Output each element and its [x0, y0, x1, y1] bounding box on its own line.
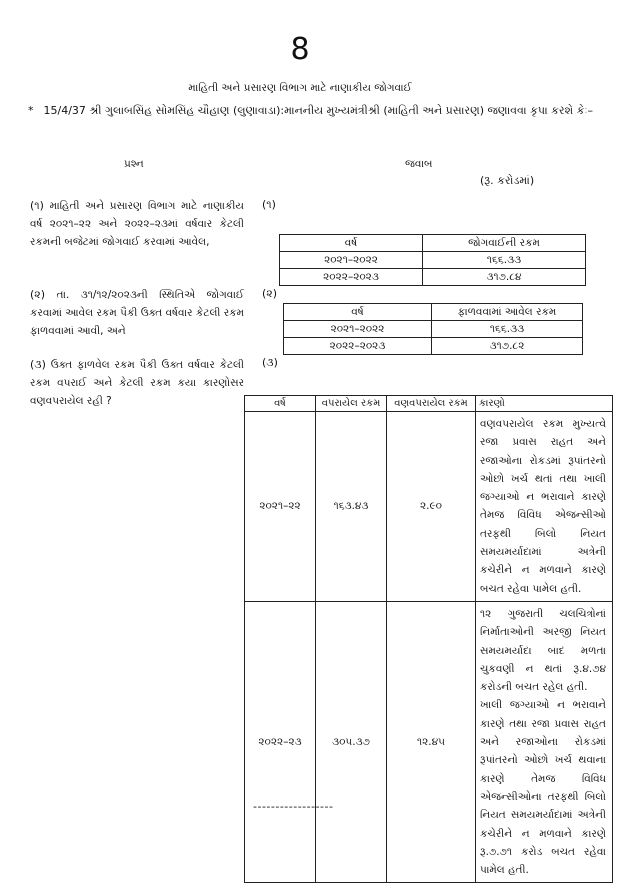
question-3-number: (૩) [30, 358, 46, 371]
table-cell: ૩૦૫.૩૭ [316, 601, 387, 882]
provision-table-header-amount: જોગવાઈની રકમ [423, 235, 586, 252]
question-intro [28, 104, 593, 118]
unit-label: (રૂ. કરોડમાં) [480, 174, 535, 187]
intro-text: 15/4/37 શ્રી ગુલાબસિંહ સોમસિંહ ચૌહાણ (લુણાવાડા):માનનીય મુખ્યમંત્રીશ્રી (માહિતી અને પ્રસારણ) જણાવવા કૃપા કરશે કેઃ– [43, 104, 594, 117]
answer-1-label: (૧) [262, 198, 276, 211]
answer-column-heading: જવાબ [405, 158, 433, 170]
table-cell: ૧૨.૪૫ [387, 601, 476, 882]
table-cell: ૨૦૨૨–૨૦૨૩ [284, 338, 432, 355]
allocation-table-header-year: વર્ષ [284, 304, 432, 321]
question-3 [30, 356, 244, 410]
utilization-header-year: વર્ષ [245, 396, 316, 412]
allocation-table-header-amount: ફાળવવામાં આવેલ રકમ [432, 304, 583, 321]
answer-2-label: (૨) [262, 287, 278, 300]
utilization-header-reasons: કારણો [476, 396, 613, 412]
reason-text: વણવપરાયેલ રકમ મુખ્યત્વે રજા પ્રવાસ રાહત અને રજાઓના રોકડમાં રૂપાંતરનો ઓછો ખર્ચ થતાં તથા ખાલી જગ્યાઓ ન ભરાવાને કારણે તેમજ વિવિધ એજન્સીઓ તરફથી બિલો નિયત સમયમર્યાદામાં અત્રેની કચેરીને ન મળવાને કારણે બચત રહેવા પામેલ હતી. [480, 418, 606, 595]
reason-text: ખાલી જગ્યાઓ ન ભરાવાને કારણે તથા રજા પ્રવાસ રાહત અને રજાઓના રોકડમાં રૂપાંતરનો ઓછો ખર્ચ થવાના કારણે તેમજ વિવિધ એજન્સીઓના તરફથી બિલો નિયત સમયમર્યાદામાં અત્રેની કચેરીને ન મળવાને કારણે રૂ.૭.૭૧ કરોડ બચત રહેવા પામેલ હતી. [480, 699, 606, 877]
question-1-number: (૧) [30, 199, 44, 212]
table-cell: ૨૦૨૧–૨૦૨૨ [280, 252, 423, 269]
table-cell: ૧૬૬.૩૩ [423, 252, 586, 269]
question-column-heading: પ્રશ્ન [124, 158, 144, 170]
question-1-text: માહિતી અને પ્રસારણ વિભાગ માટે નાણાકીય વર્ષ ૨૦૨૧–૨૨ અને ૨૦૨૨–૨૩માં વર્ષવાર કેટલી રકમની બજેટમાં જોગવાઈ કરવામાં આવેલ, [30, 200, 245, 248]
table-row [280, 252, 586, 269]
utilization-header-unused: વણવપરાયેલ રકમ [387, 396, 476, 412]
provision-table [279, 234, 586, 286]
separator-line: ------------------ [253, 800, 334, 813]
table-cell: ૨.૯૦ [387, 412, 476, 602]
table-cell: ૨૦૨૨–૨૦૨૩ [280, 269, 423, 286]
document-subtitle: માહિતી અને પ્રસારણ વિભાગ માટે નાણાકીય જોગવાઈ [188, 82, 412, 94]
reason-text: ૧૨ ગુજરાતી ચલચિત્રોનાં નિર્માતાઓની અરજી નિયત સમયમર્યાદા બાદ મળતા ચુકવણી ન થતાં રૂ.૪.૭૪ કરોડની બચત રહેલ હતી. [480, 607, 606, 694]
table-row [245, 412, 613, 602]
table-row [245, 601, 613, 882]
star-marker: * [28, 104, 34, 117]
table-cell: ૨૦૨૨–૨૩ [245, 601, 316, 882]
table-cell: ૨૦૨૧–૨૨ [245, 412, 316, 602]
question-2 [30, 286, 244, 340]
table-row [284, 321, 583, 338]
question-3-text: ઉક્ત ફાળવેલ રકમ પૈકી ઉક્ત વર્ષવાર કેટલી રકમ વપરાઈ અને કેટલી રકમ કયા કારણોસર વણવપરાયેલ રહી ? [30, 359, 244, 407]
question-2-number: (૨) [30, 288, 46, 301]
utilization-header-used: વપરાયેલ રકમ [316, 396, 387, 412]
page-number: 8 [290, 32, 310, 67]
table-cell: ૧૬૩.૪૩ [316, 412, 387, 602]
table-cell: ૩૧૭.૮૨ [432, 338, 583, 355]
table-row [284, 338, 583, 355]
table-cell: ૨૦૨૧–૨૦૨૨ [284, 321, 432, 338]
provision-table-header-year: વર્ષ [280, 235, 423, 252]
table-cell: ૧૬૬.૩૩ [432, 321, 583, 338]
table-row [280, 269, 586, 286]
allocation-table [283, 303, 583, 355]
question-1 [30, 197, 244, 251]
answer-3-label: (૩) [262, 356, 278, 369]
table-cell: ૩૧૭.૮૪ [423, 269, 586, 286]
reason-cell [476, 412, 613, 602]
reason-cell [476, 601, 613, 882]
question-2-text: તા. ૩૧/૧૨/૨૦૨૩ની સ્થિતિએ જોગવાઈ કરવામાં આવેલ રકમ પૈકી ઉક્ત વર્ષવાર કેટલી રકમ ફાળવવામાં આવી, અને [30, 289, 244, 337]
